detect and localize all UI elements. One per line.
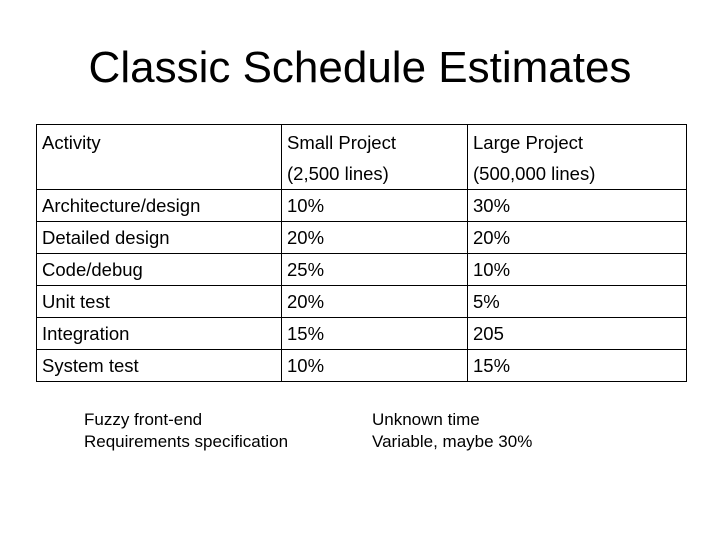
header-large-project xyxy=(468,125,687,190)
note-right-line-1: Unknown time xyxy=(372,410,480,429)
header-small-project-label: Small Project xyxy=(287,132,396,153)
table-row xyxy=(37,190,687,222)
header-large-project-label: Large Project xyxy=(473,132,584,153)
activity-cell: Detailed design xyxy=(37,222,282,254)
large-project-cell: 5% xyxy=(468,286,687,318)
small-project-cell: 20% xyxy=(282,286,468,318)
note-unknown-time xyxy=(372,409,532,453)
note-right-line-2: Variable, maybe 30% xyxy=(372,432,533,451)
table-row xyxy=(37,286,687,318)
activity-cell: Integration xyxy=(37,318,282,350)
header-large-project-lines: (500,000 lines) xyxy=(473,163,596,184)
large-project-cell: 20% xyxy=(468,222,687,254)
small-project-cell: 20% xyxy=(282,222,468,254)
activity-cell: Unit test xyxy=(37,286,282,318)
table-row xyxy=(37,222,687,254)
table-row xyxy=(37,254,687,286)
header-small-project xyxy=(282,125,468,190)
large-project-cell: 205 xyxy=(468,318,687,350)
small-project-cell: 25% xyxy=(282,254,468,286)
table-row xyxy=(37,318,687,350)
small-project-cell: 15% xyxy=(282,318,468,350)
small-project-cell: 10% xyxy=(282,350,468,382)
header-small-project-lines: (2,500 lines) xyxy=(287,163,389,184)
large-project-cell: 10% xyxy=(468,254,687,286)
activity-cell: System test xyxy=(37,350,282,382)
table-header-row xyxy=(37,125,687,190)
large-project-cell: 15% xyxy=(468,350,687,382)
activity-cell: Architecture/design xyxy=(37,190,282,222)
large-project-cell: 30% xyxy=(468,190,687,222)
schedule-estimates-table xyxy=(36,124,687,382)
table-row xyxy=(37,350,687,382)
activity-cell: Code/debug xyxy=(37,254,282,286)
header-activity-label: Activity xyxy=(42,132,101,153)
slide-title: Classic Schedule Estimates xyxy=(88,43,632,92)
small-project-cell: 10% xyxy=(282,190,468,222)
note-left-line-2: Requirements specification xyxy=(84,432,289,451)
header-activity xyxy=(37,125,282,190)
note-left-line-1: Fuzzy front-end xyxy=(84,410,203,429)
note-fuzzy-front-end xyxy=(84,409,288,453)
